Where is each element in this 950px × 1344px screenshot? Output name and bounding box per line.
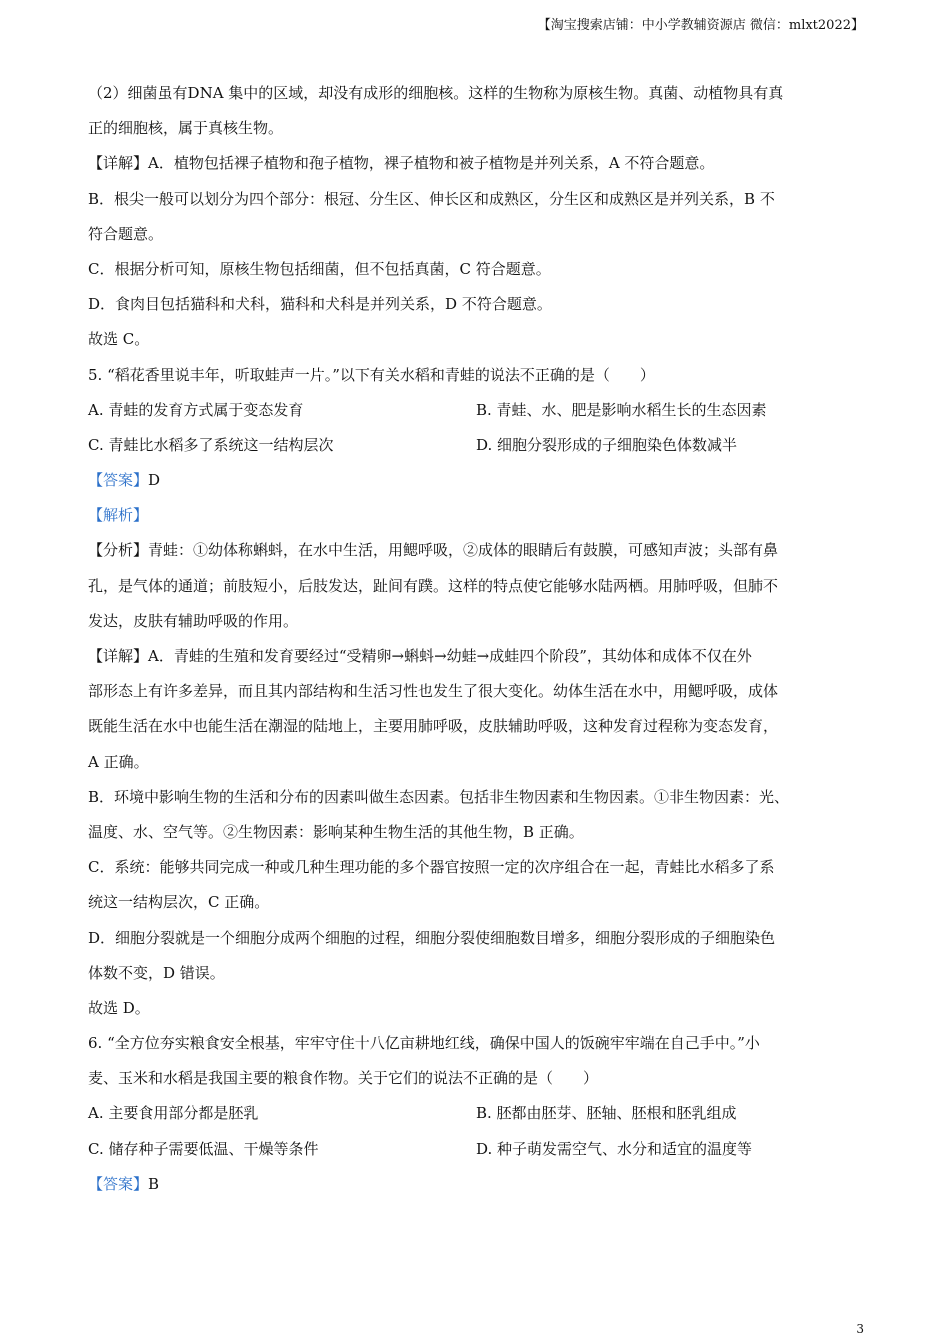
text-line: 符合题意。 [88,224,164,243]
text-line: D．细胞分裂就是一个细胞分成两个细胞的过程，细胞分裂使细胞数目增多，细胞分裂形成的子细胞染色 [88,928,776,947]
option-d: D. 种子萌发需空气、水分和适宜的温度等 [476,1139,753,1158]
answer-value: B [148,1174,160,1193]
text-line: B．根尖一般可以划分为四个部分：根冠、分生区、伸长区和成熟区，分生区和成熟区是并列关系，B 不 [88,189,775,208]
text-line: 体数不变，D 错误。 [88,963,225,982]
option-a: A. 青蛙的发育方式属于变态发育 [88,400,304,419]
text-line: 部形态上有许多差异，而且其内部结构和生活习性也发生了很大变化。幼体生活在水中，用鳃呼吸，成体 [88,682,779,701]
answer-tag: 【答案】 [88,1174,149,1193]
question-5-answer [88,463,868,498]
option-a: A. 主要食用部分都是胚乳 [88,1104,259,1123]
option-c: C. 储存种子需要低温、干燥等条件 [88,1139,319,1158]
text-line: 故选 D。 [88,998,150,1017]
text-line: 【分析】青蛙：①幼体称蝌蚪，在水中生活，用鳃呼吸，②成体的眼睛后有鼓膜，可感知声波；头部有鼻 [88,541,779,560]
text-line: 既能生活在水中也能生活在潮湿的陆地上，主要用肺呼吸，皮肤辅助呼吸，这种发育过程称为变态发育， [88,717,779,736]
document-body [88,76,868,1202]
text-line: 【详解】A．植物包括裸子植物和孢子植物，裸子植物和被子植物是并列关系，A 不符合题意。 [88,154,715,173]
analysis-tag: 【解析】 [88,506,149,525]
text-line: B．环境中影响生物的生活和分布的因素叫做生态因素。包括非生物因素和生物因素。①非生物因素：光、 [88,787,790,806]
text-line: D．食肉目包括猫科和犬科，猫科和犬科是并列关系，D 不符合题意。 [88,295,552,314]
question-6-answer [88,1167,868,1202]
text-line: 孔，是气体的通道；前肢短小，后肢发达，趾间有蹼。这样的特点使它能够水陆两栖。用肺呼吸，但肺不 [88,576,779,595]
question-6-stem: 麦、玉米和水稻是我国主要的粮食作物。关于它们的说法不正确的是（ ） [88,1069,599,1088]
option-b: B. 青蛙、水、肥是影响水稻生长的生态因素 [476,400,767,419]
question-6-options-row-1 [88,1096,868,1131]
question-6-options-row-2 [88,1132,868,1167]
option-d: D. 细胞分裂形成的子细胞染色体数减半 [476,435,738,454]
question-5-options-row-1 [88,393,868,428]
question-5-options-row-2 [88,428,868,463]
text-line: （2）细菌虽有DNA 集中的区域，却没有成形的细胞核。这样的生物称为原核生物。真菌、动植物具有真 [88,84,784,102]
text-line: A 正确。 [88,752,149,771]
question-5-stem: 5. “稻花香里说丰年，听取蛙声一片。”以下有关水稻和青蛙的说法不正确的是（ ） [88,365,655,384]
answer-tag: 【答案】 [88,471,149,490]
text-line: C．系统：能够共同完成一种或几种生理功能的多个器官按照一定的次序组合在一起，青蛙比水稻多了系 [88,858,775,877]
question-6-stem: 6. “全方位夯实粮食安全根基，牢牢守住十八亿亩耕地红线，确保中国人的饭碗牢牢端在自己手中。”小 [88,1034,760,1053]
text-line: 发达，皮肤有辅助呼吸的作用。 [88,611,299,630]
text-line: 统这一结构层次，C 正确。 [88,893,270,912]
option-c: C. 青蛙比水稻多了系统这一结构层次 [88,435,334,454]
answer-value: D [148,471,161,490]
page-number: 3 [856,1322,864,1336]
page-header: 【淘宝搜索店铺：中小学教辅资源店 微信：mlxt2022】 [537,18,864,33]
text-line: 正的细胞核，属于真核生物。 [88,119,284,138]
text-line: 温度、水、空气等。②生物因素：影响某种生物生活的其他生物，B 正确。 [88,822,584,841]
option-b: B. 胚都由胚芽、胚轴、胚根和胚乳组成 [476,1104,737,1123]
text-line: C．根据分析可知，原核生物包括细菌，但不包括真菌，C 符合题意。 [88,259,551,278]
text-line: 故选 C。 [88,330,150,349]
question-5-analysis-tag [88,498,868,533]
text-line: 【详解】A．青蛙的生殖和发育要经过“受精卵→蝌蚪→幼蛙→成蛙四个阶段”，其幼体和成体不仅在外 [88,647,752,665]
